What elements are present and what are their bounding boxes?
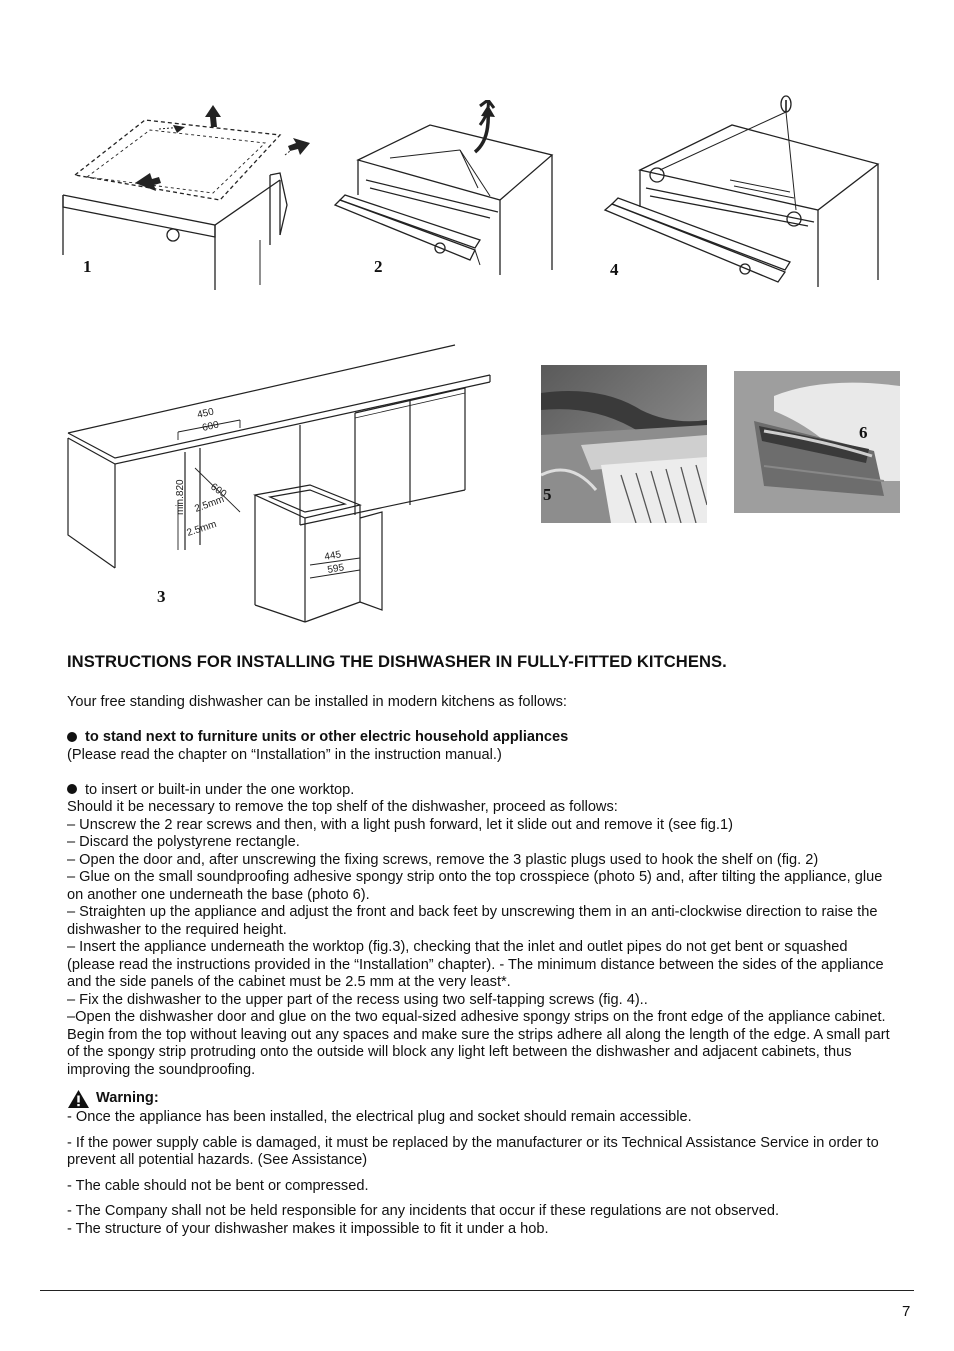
figure-3-label: 3 <box>157 587 166 606</box>
bullet-2 <box>67 782 899 800</box>
warning-triangle-icon <box>67 1089 90 1109</box>
fig3-dim-600: 600 <box>201 419 220 434</box>
fig3-gap-top: 2.5mm <box>193 494 226 515</box>
page-number: 7 <box>902 1303 911 1320</box>
figure-1-remove-top-shelf <box>55 95 330 290</box>
bullet-1-note: (Please read the chapter on “Installation” in the instruction manual.) <box>67 746 502 763</box>
figure-4-fix-screws <box>600 92 885 292</box>
step-2: – Discard the polystyrene rectangle. <box>67 834 300 850</box>
footer-rule <box>40 1290 914 1291</box>
fig3-dim-depth-600: 600 <box>208 481 229 501</box>
step-4: – Glue on the small soundproofing adhesive spongy strip onto the top crosspiece (photo 5) and, after tilting the appliance, glue on another one underneath the base (photo 6). <box>67 869 883 903</box>
warning-item-0: - Once the appliance has been installed, the electrical plug and socket should remain accessible. <box>67 1109 692 1125</box>
step-6: – Insert the appliance underneath the worktop (fig.3), checking that the inlet and outlet pipes do not get bent or squashed (please read the instructions provided in the “Installation” chapter). - The minimum distance between the sides of the appliance and the side panels of the cabinet must be 2.5 mm at the very least*. <box>67 939 884 990</box>
step-8: –Open the dishwasher door and glue on the two equal-sized adhesive spongy strips on the front edge of the appliance cabinet. Begin from the top without leaving out any spaces and make sure the strips adhere all along the length of the edge. A small part of the spongy strip protruding onto the outside will block any light left between the dishwasher and adjacent cabinets, thus improving the soundproofing. <box>67 1009 890 1078</box>
figure-2-remove-plastic-plugs <box>330 100 560 275</box>
bullet-1-title: to stand next to furniture units or other electric household appliances <box>85 729 569 745</box>
figure-4-label: 4 <box>610 260 619 279</box>
figure-1-label: 1 <box>83 257 92 276</box>
figure-2-label: 2 <box>374 257 383 276</box>
bullet-dot-icon <box>67 732 77 742</box>
warning-item-1: - If the power supply cable is damaged, it must be replaced by the manufacturer or its Technical Assistance Service in order to prevent all potential hazards. (See Assistance) <box>67 1134 879 1168</box>
step-7: – Fix the dishwasher to the upper part of the recess using two self-tapping screws (fig. 4).. <box>67 991 648 1008</box>
photo-6-label: 6 <box>859 423 868 442</box>
bullet-2-title: to insert or built-in under the one worktop. <box>85 781 355 798</box>
warning-item-3: - The Company shall not be held responsible for any incidents that occur if these regulations are not observed. - The structure of your dishwasher makes it impossible to fit it under a hob. <box>67 1203 779 1237</box>
figure-3-insert-under-worktop <box>60 340 500 625</box>
warning-item-2: - The cable should not be bent or compressed. <box>67 1177 369 1194</box>
page-heading: INSTRUCTIONS FOR INSTALLING THE DISHWASHER IN FULLY-FITTED KITCHENS. <box>67 652 727 671</box>
photo-5-label: 5 <box>543 485 552 504</box>
fig3-dim-450: 450 <box>196 406 215 421</box>
fig3-dim-595: 595 <box>326 562 345 576</box>
step-0: Should it be necessary to remove the top shelf of the dishwasher, proceed as follows: <box>67 799 618 815</box>
intro-text: Your free standing dishwasher can be installed in modern kitchens as follows: <box>67 694 567 710</box>
photo-5-top-crosspiece-strip <box>541 365 707 523</box>
fig3-dim-min820: min.820 <box>175 479 186 515</box>
step-5: – Straighten up the appliance and adjust the front and back feet by unscrewing them in an anti-clockwise direction to raise the dishwasher to the required height. <box>67 904 878 938</box>
fig3-gap-bottom: 2.5mm <box>185 518 218 539</box>
instructions-body <box>67 694 899 1238</box>
warning-heading <box>67 1089 899 1109</box>
bullet-dot-icon <box>67 784 77 794</box>
photo-6-base-strip <box>734 371 900 513</box>
fig3-dim-445: 445 <box>323 549 342 563</box>
step-1: – Unscrew the 2 rear screws and then, with a light push forward, let it slide out and remove it (see fig.1) <box>67 816 733 833</box>
warning-title: Warning: <box>96 1090 159 1107</box>
bullet-1 <box>67 729 899 747</box>
step-3: – Open the door and, after unscrewing the fixing screws, remove the 3 plastic plugs used to hook the shelf on (fig. 2) <box>67 851 819 868</box>
